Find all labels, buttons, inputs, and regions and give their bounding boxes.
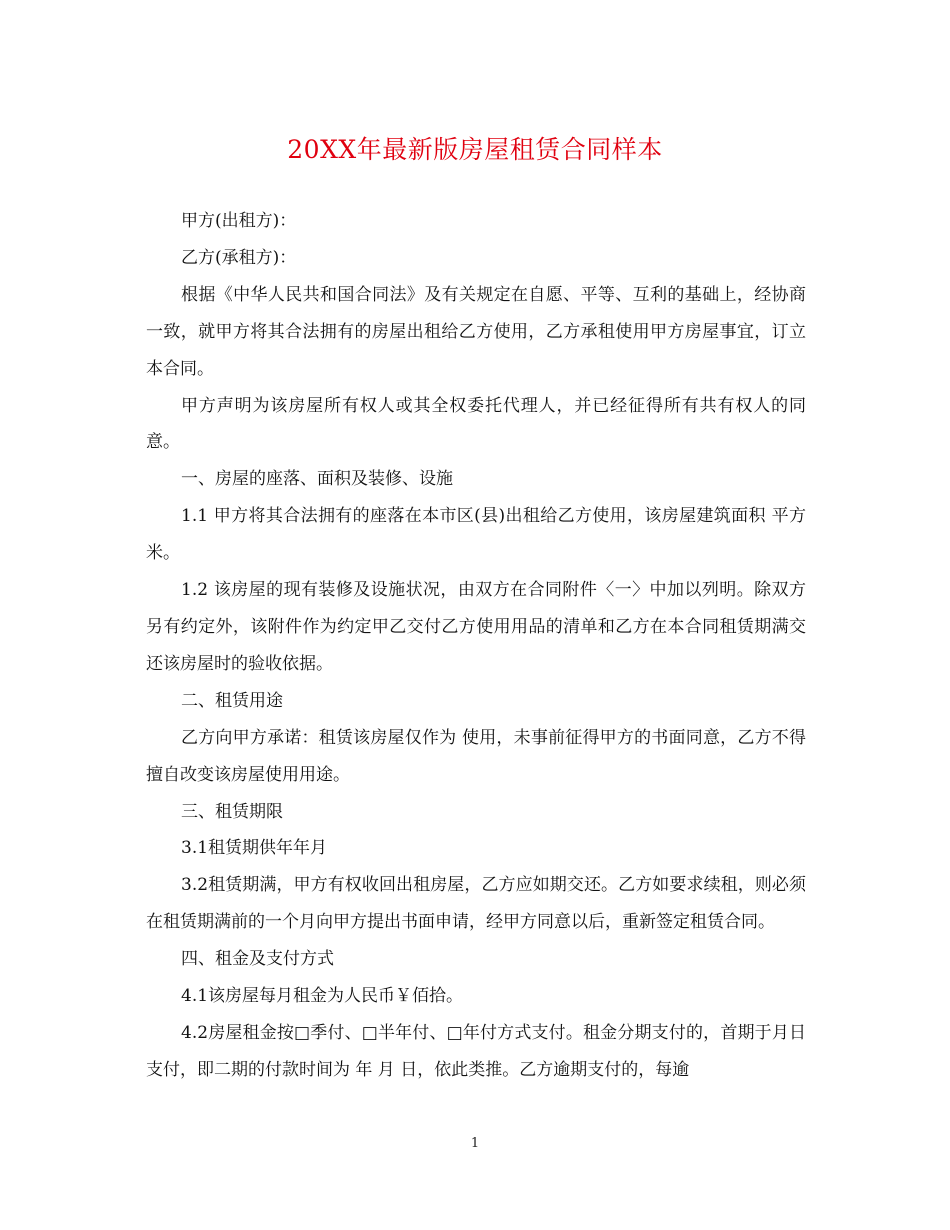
section-heading-2: 二、租赁用途: [181, 690, 283, 711]
clause-1-1: 1.1 甲方将其合法拥有的座落在本市区(县)出租给乙方使用，该房屋建筑面积 平方米。: [146, 506, 806, 564]
clause-3-1: 3.1租赁期供年年月: [181, 838, 328, 859]
page-number: 1: [470, 1136, 480, 1151]
paragraph-preamble: 根据《中华人民共和国合同法》及有关规定在自愿、平等、互利的基础上，经协商一致，就甲方将其合法拥有的房屋出租给乙方使用，乙方承租使用甲方房屋事宜，订立本合同。: [146, 284, 806, 379]
clause-4-2: 4.2房屋租金按□季付、□半年付、□年付方式支付。租金分期支付的，首期于月日支付，即二期的付款时间为 年 月 日，依此类推。乙方逾期支付的，每逾: [146, 1022, 806, 1080]
section-heading-3: 三、租赁期限: [181, 801, 283, 822]
paragraph-party-b: 乙方(承租方)：: [181, 247, 297, 268]
clause-2: 乙方向甲方承诺：租赁该房屋仅作为 使用，未事前征得甲方的书面同意，乙方不得擅自改变该房屋使用用途。: [146, 727, 806, 785]
clause-1-2: 1.2 该房屋的现有装修及设施状况，由双方在合同附件〈一〉中加以列明。除双方另有约定外，该附件作为约定甲乙交付乙方使用用品的清单和乙方在本合同租赁期满交还该房屋时的验收依据。: [146, 580, 806, 674]
document-body: [146, 203, 806, 1089]
paragraph-party-a: 甲方(出租方)：: [181, 211, 297, 231]
clause-4-1: 4.1该房屋每月租金为人民币￥佰拾。: [181, 986, 464, 1007]
paragraph-declaration: 甲方声明为该房屋所有权人或其全权委托代理人，并已经征得所有共有权人的同意。: [146, 395, 806, 453]
section-heading-1: 一、房屋的座落、面积及装修、设施: [181, 469, 453, 490]
clause-3-2: 3.2租赁期满，甲方有权收回出租房屋，乙方应如期交还。乙方如要求续租，则必须在租赁期满前的一个月向甲方提出书面申请，经甲方同意以后，重新签定租赁合同。: [146, 875, 806, 933]
document-title: 20XX年最新版房屋租赁合同样本: [287, 135, 663, 164]
section-heading-4: 四、租金及支付方式: [181, 949, 334, 970]
